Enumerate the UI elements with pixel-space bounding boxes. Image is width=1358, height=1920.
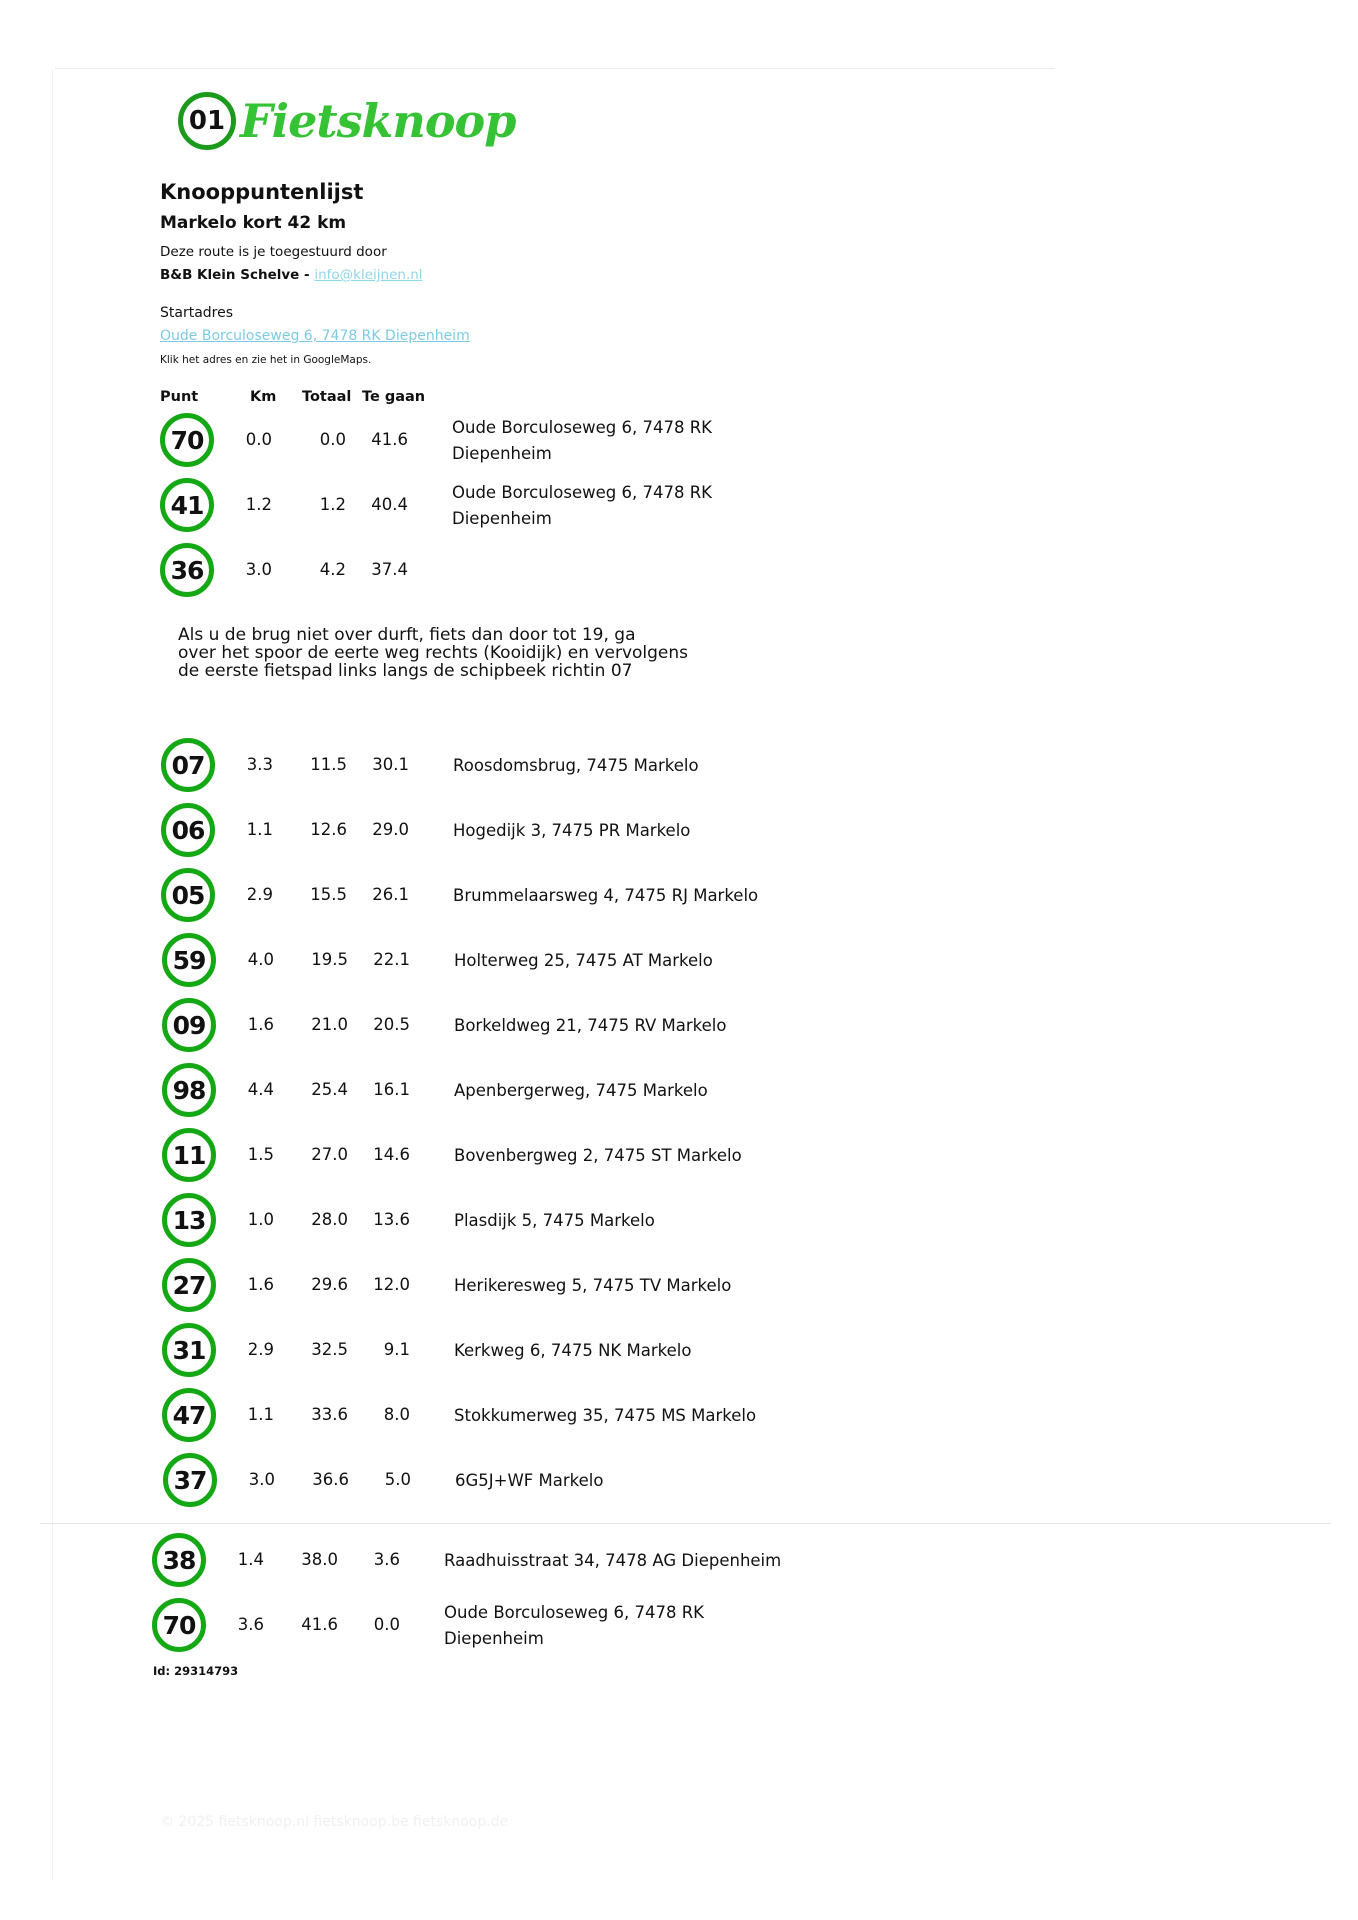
address: Hogedijk 3, 7475 PR Markelo (453, 821, 691, 840)
page-title: Knooppuntenlijst (160, 180, 364, 204)
total-value: 11.5 (310, 755, 347, 774)
remaining-value: 14.6 (373, 1145, 410, 1164)
address-line: Oude Borculoseweg 6, 7478 RK (452, 483, 712, 502)
km-value: 1.0 (247, 1210, 274, 1229)
node-badge: 07 (161, 738, 215, 792)
address: Herikeresweg 5, 7475 TV Markelo (454, 1276, 732, 1295)
address-line: Oude Borculoseweg 6, 7478 RK (452, 418, 712, 437)
km-value: 1.6 (247, 1275, 274, 1294)
total-value: 41.6 (301, 1615, 338, 1634)
node-badge: 70 (160, 413, 214, 467)
address: Brummelaarsweg 4, 7475 RJ Markelo (453, 886, 759, 905)
note-line: de eerste fietspad links langs de schipbeek richtin 07 (178, 661, 633, 681)
node-badge: 05 (161, 868, 215, 922)
copyright-footer: © 2025 fietsknoop.nl fietsknoop.be fietsknoop.de (160, 1814, 509, 1830)
address-line: Diepenheim (452, 444, 552, 463)
note-line: Als u de brug niet over durft, fiets dan door tot 19, ga (178, 625, 636, 645)
km-value: 0.0 (245, 430, 272, 449)
node-badge: 98 (162, 1063, 216, 1117)
remaining-value: 30.1 (372, 755, 409, 774)
node-badge: 31 (162, 1323, 216, 1377)
total-value: 1.2 (319, 495, 346, 514)
header-remaining: Te gaan (362, 389, 426, 405)
total-value: 38.0 (301, 1550, 338, 1569)
address: 6G5J+WF Markelo (455, 1471, 604, 1490)
remaining-value: 16.1 (373, 1080, 410, 1099)
address: Kerkweg 6, 7475 NK Markelo (454, 1341, 692, 1360)
total-value: 29.6 (311, 1275, 348, 1294)
remaining-value: 5.0 (384, 1470, 411, 1489)
address (444, 1600, 704, 1652)
logo-node-badge: 01 (178, 92, 236, 150)
remaining-value: 29.0 (372, 820, 409, 839)
remaining-value: 12.0 (373, 1275, 410, 1294)
total-value: 33.6 (311, 1405, 348, 1424)
node-badge: 13 (162, 1193, 216, 1247)
remaining-value: 8.0 (383, 1405, 410, 1424)
address-line: Raadhuisstraat 34, 7478 AG Diepenheim (444, 1551, 782, 1570)
km-value: 2.9 (246, 885, 273, 904)
km-value: 3.3 (246, 755, 273, 774)
km-value: 1.4 (237, 1550, 264, 1569)
km-value: 3.0 (248, 1470, 275, 1489)
address: Apenbergerweg, 7475 Markelo (454, 1081, 708, 1100)
node-badge: 59 (162, 933, 216, 987)
address-line: Oude Borculoseweg 6, 7478 RK (444, 1603, 704, 1622)
remaining-value: 26.1 (372, 885, 409, 904)
address: Bovenbergweg 2, 7475 ST Markelo (454, 1146, 742, 1165)
address: Borkeldweg 21, 7475 RV Markelo (454, 1016, 727, 1035)
total-value: 25.4 (311, 1080, 348, 1099)
address: Roosdomsbrug, 7475 Markelo (453, 756, 699, 775)
page-edge (52, 70, 53, 1880)
start-address-link[interactable]: Oude Borculoseweg 6, 7478 RK Diepenheim (160, 328, 470, 344)
sender-email-link[interactable]: info@kleijnen.nl (314, 267, 423, 283)
node-badge: 70 (152, 1598, 206, 1652)
node-badge: 37 (163, 1453, 217, 1507)
remaining-value: 20.5 (373, 1015, 410, 1034)
start-address-label: Startadres (160, 305, 234, 321)
address: Plasdijk 5, 7475 Markelo (454, 1211, 655, 1230)
address-line: Diepenheim (452, 509, 552, 528)
total-value: 12.6 (310, 820, 347, 839)
header-total: Totaal (302, 389, 352, 405)
node-badge: 47 (162, 1388, 216, 1442)
address: Stokkumerweg 35, 7475 MS Markelo (454, 1406, 757, 1425)
total-value: 27.0 (311, 1145, 348, 1164)
sender-line (160, 267, 423, 283)
node-badge: 36 (160, 543, 214, 597)
document-id: Id: 29314793 (153, 1664, 239, 1678)
scan-seam (40, 1523, 1330, 1524)
remaining-value: 3.6 (373, 1550, 400, 1569)
km-value: 4.0 (247, 950, 274, 969)
total-value: 28.0 (311, 1210, 348, 1229)
node-badge: 38 (152, 1533, 206, 1587)
remaining-value: 41.6 (371, 430, 408, 449)
remaining-value: 0.0 (373, 1615, 400, 1634)
total-value: 15.5 (310, 885, 347, 904)
address-line: Diepenheim (444, 1629, 544, 1648)
remaining-value: 37.4 (371, 560, 408, 579)
total-value: 36.6 (312, 1470, 349, 1489)
km-value: 3.6 (237, 1615, 264, 1634)
total-value: 4.2 (319, 560, 346, 579)
sender-name: B&B Klein Schelve - (160, 267, 310, 283)
km-value: 1.1 (246, 820, 273, 839)
address (444, 1548, 781, 1574)
node-badge: 09 (162, 998, 216, 1052)
km-value: 1.5 (247, 1145, 274, 1164)
total-value: 32.5 (311, 1340, 348, 1359)
route-note (178, 626, 818, 680)
note-line: over het spoor de eerte weg rechts (Kooidijk) en vervolgens (178, 643, 689, 663)
total-value: 19.5 (311, 950, 348, 969)
address (452, 415, 712, 467)
node-badge: 06 (161, 803, 215, 857)
remaining-value: 13.6 (373, 1210, 410, 1229)
total-value: 0.0 (319, 430, 346, 449)
remaining-value: 22.1 (373, 950, 410, 969)
sent-by-text: Deze route is je toegestuurd door (160, 244, 387, 260)
maps-hint: Klik het adres en zie het in GoogleMaps. (160, 354, 372, 366)
node-badge: 41 (160, 478, 214, 532)
km-value: 4.4 (247, 1080, 274, 1099)
route-name: Markelo kort 42 km (160, 213, 347, 233)
remaining-value: 40.4 (371, 495, 408, 514)
remaining-value: 9.1 (383, 1340, 410, 1359)
page-edge (55, 68, 1055, 69)
logo-wordmark: Fietsknoop (240, 94, 516, 148)
header-point: Punt (160, 389, 199, 405)
km-value: 1.2 (245, 495, 272, 514)
address (452, 480, 712, 532)
km-value: 1.1 (247, 1405, 274, 1424)
km-value: 2.9 (247, 1340, 274, 1359)
fietsknoop-logo (178, 86, 515, 156)
km-value: 3.0 (245, 560, 272, 579)
km-value: 1.6 (247, 1015, 274, 1034)
node-badge: 27 (162, 1258, 216, 1312)
header-km: Km (250, 389, 277, 405)
address: Holterweg 25, 7475 AT Markelo (454, 951, 713, 970)
node-badge: 11 (162, 1128, 216, 1182)
total-value: 21.0 (311, 1015, 348, 1034)
